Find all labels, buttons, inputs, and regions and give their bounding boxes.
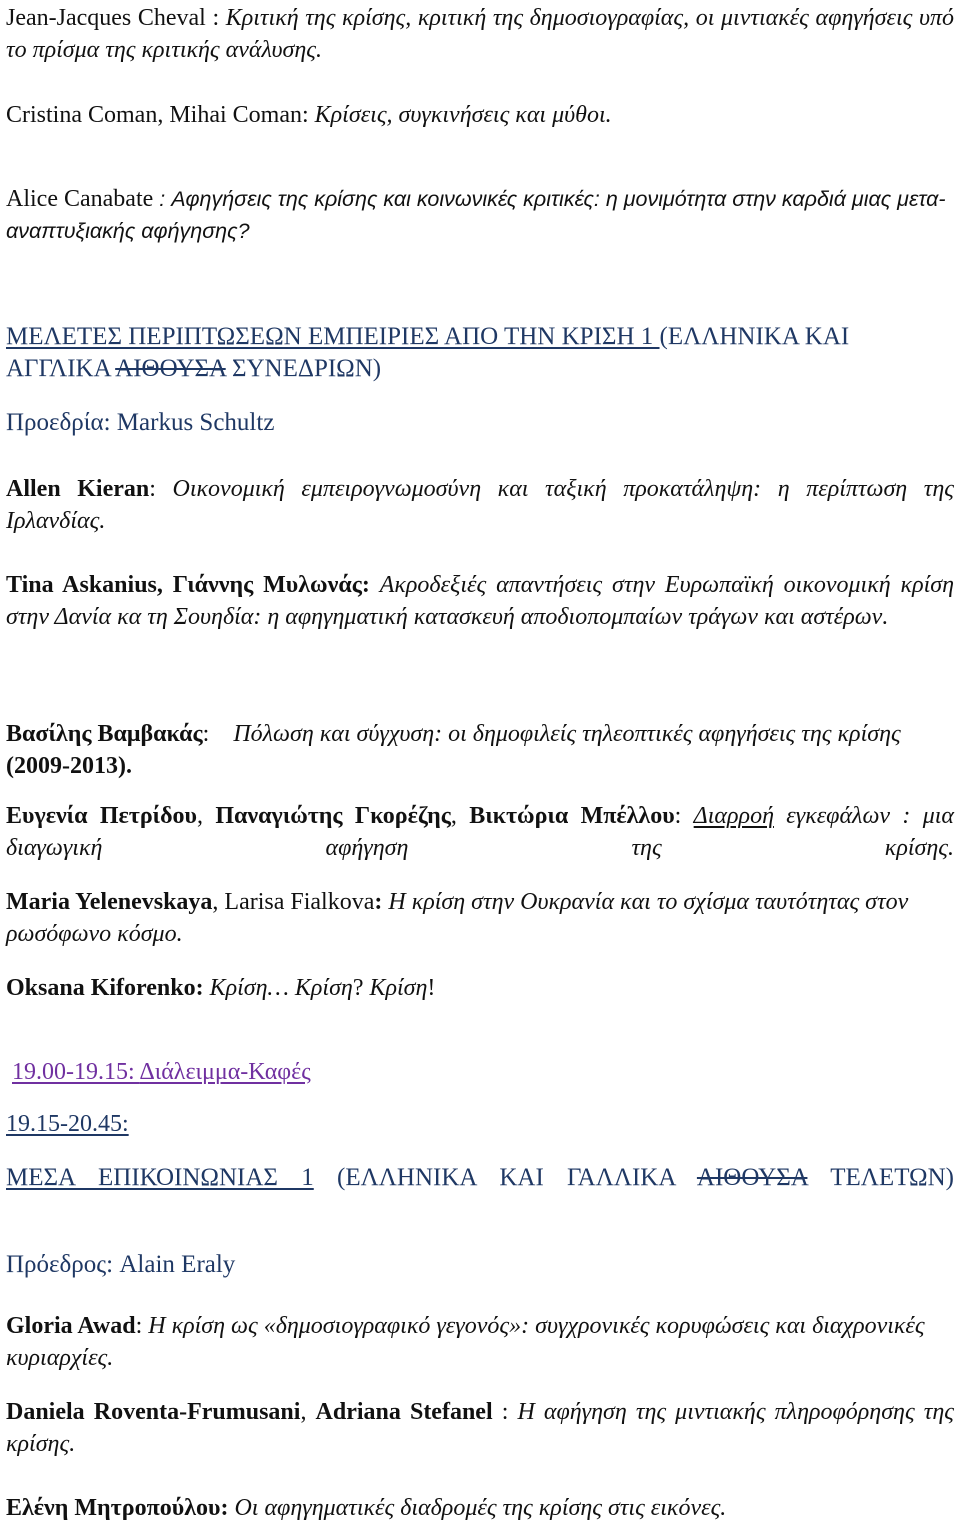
paper-title-start: Διαρροή xyxy=(693,803,774,829)
author: Gloria Awad xyxy=(6,1313,136,1339)
punctuation: ! xyxy=(427,975,436,1001)
author: Allen Kieran xyxy=(6,476,150,502)
separator: : xyxy=(202,721,234,747)
entry-canabate xyxy=(6,183,954,247)
paper-title: Κρίσεις, συγκινήσεις και μύθοι. xyxy=(314,102,612,128)
separator: : xyxy=(135,1313,149,1339)
author: Oksana Kiforenko xyxy=(6,975,196,1001)
break-label: Διάλειμμα-Καφές xyxy=(139,1059,311,1085)
separator: , xyxy=(300,1399,316,1425)
paper-awad xyxy=(6,1310,954,1374)
session-heading-media xyxy=(6,1162,954,1194)
paper-petridou xyxy=(6,800,954,864)
author: Cristina Coman, Mihai Coman xyxy=(6,102,302,128)
author: Βασίλης Βαμβακάς xyxy=(6,721,203,747)
date-range: (2009-2013). xyxy=(6,753,132,779)
session-heading-case-studies xyxy=(6,321,954,385)
paper-title: Πόλωση και σύγχυση: οι δημοφιλείς τηλεοπτικές αφηγήσεις της κρίσης xyxy=(233,721,907,747)
paper-kiforenko xyxy=(6,972,954,1004)
session-chair: Πρόεδρος: Alain Eraly xyxy=(6,1251,236,1278)
break-time: 19.00-19.15: xyxy=(12,1059,140,1085)
separator: : xyxy=(205,5,226,31)
paper-vamvakas xyxy=(6,718,954,782)
room-name: ΤΕΛΕΤΩΝ) xyxy=(807,1164,954,1191)
separator: , xyxy=(450,803,470,829)
room-name: ΣΥΝΕΔΡΙΩΝ) xyxy=(225,355,382,382)
author: Βικτώρια Μπέλλου xyxy=(469,803,675,829)
session-title: ΜΕΣΑ ΕΠΙΚΟΙΝΩΝΙΑΣ 1 xyxy=(6,1164,314,1191)
paper-kieran xyxy=(6,473,954,537)
session-time: 19.15-20.45: xyxy=(6,1111,129,1137)
paper-title: Κρίση… Κρίση xyxy=(209,975,353,1001)
separator: : xyxy=(674,803,694,829)
author: Adriana Stefanel xyxy=(315,1399,493,1425)
author: Maria Yelenevskaya xyxy=(6,889,213,915)
author: , Larisa Fialkova xyxy=(212,889,375,915)
room-label: ΑΙΘΟΥΣΑ xyxy=(115,355,226,382)
session-language: (ΕΛΛΗΝΙΚΑ ΚΑΙ ΑΓΓΛΙΚΑ xyxy=(6,323,850,382)
coffee-break xyxy=(12,1056,960,1088)
separator: : xyxy=(374,889,389,915)
session-chair: Προεδρία: Markus Schultz xyxy=(6,409,275,436)
punctuation: ? xyxy=(352,975,370,1001)
author: Alice Canabate xyxy=(6,186,154,212)
paper-title: Οικονομική εμπειρογνωμοσύνη και ταξική προκατάληψη: η περίπτωση της Ιρλανδίας. xyxy=(6,476,955,534)
separator: : xyxy=(220,1495,235,1521)
session-title: ΜΕΛΕΤΕΣ ΠΕΡΙΠΤΩΣΕΩΝ ΕΜΠΕΙΡΙΕΣ ΑΠΟ ΤΗΝ ΚΡΙΣΗ 1 xyxy=(6,323,660,350)
author: Ευγενία Πετρίδου xyxy=(6,803,198,829)
separator: : xyxy=(492,1399,518,1425)
paper-roventa xyxy=(6,1396,954,1460)
paper-title: Οι αφηγηματικές διαδρομές της κρίσης στις εικόνες. xyxy=(234,1495,727,1521)
paper-askanius xyxy=(6,569,954,633)
entry-cheval xyxy=(6,2,954,66)
paper-yelenevskaya xyxy=(6,886,954,950)
session-language: (ΕΛΛΗΝΙΚΑ ΚΑΙ ΓΑΛΛΙΚΑ xyxy=(313,1164,697,1191)
author: Παναγιώτης Γκορέζης xyxy=(215,803,451,829)
separator: : xyxy=(153,187,172,211)
paper-title: Ακροδεξιές απαντήσεις στην Ευρωπαϊκή οικονομική κρίση στην Δανία κα τη Σουηδία: η αφηγηματική κατασκευή αποδιοπομπαίων τράγων και αστέρων. xyxy=(6,572,954,630)
entry-coman xyxy=(6,99,954,131)
paper-title: Η κρίση ως «δημοσιογραφικό γεγονός»: συγχρονικές κορυφώσεις και διαχρονικές κυριαρχίες. xyxy=(6,1313,925,1371)
author: Jean-Jacques Cheval xyxy=(6,5,206,31)
paper-title: Η κρίση στην Ουκρανία και το σχίσμα ταυτότητας στον ρωσόφωνο κόσμο. xyxy=(6,889,909,947)
paper-title: Αφηγήσεις της κρίσης και κοινωνικές κριτικές: η μονιμότητα στην καρδιά μιας μετα-αναπτυξιακής αφήγησης? xyxy=(6,187,946,243)
separator: : xyxy=(301,102,315,128)
separator: : xyxy=(149,476,173,502)
separator: , xyxy=(197,803,216,829)
room-label: ΑΙΘΟΥΣΑ xyxy=(696,1164,808,1191)
paper-title: Κρίση xyxy=(369,975,428,1001)
separator: : xyxy=(195,975,210,1001)
paper-title: εγκεφάλων : μια διαγωγική αφήγηση της κρίσης. xyxy=(6,803,955,861)
paper-mitropoulou xyxy=(6,1492,954,1524)
author: Daniela Roventa-Frumusani xyxy=(6,1399,301,1425)
author: Tina Askanius, Γιάννης Μυλωνάς xyxy=(6,572,362,598)
paper-title: Η αφήγηση της μιντιακής πληροφόρησης της κρίσης. xyxy=(6,1399,955,1457)
paper-title: Κριτική της κρίσης, κριτική της δημοσιογραφίας, οι μιντιακές αφηγήσεις υπό το πρίσμα της κριτικής ανάλυσης. xyxy=(6,5,954,63)
separator: : xyxy=(361,572,380,598)
author: Ελένη Μητροπούλου xyxy=(6,1495,221,1521)
